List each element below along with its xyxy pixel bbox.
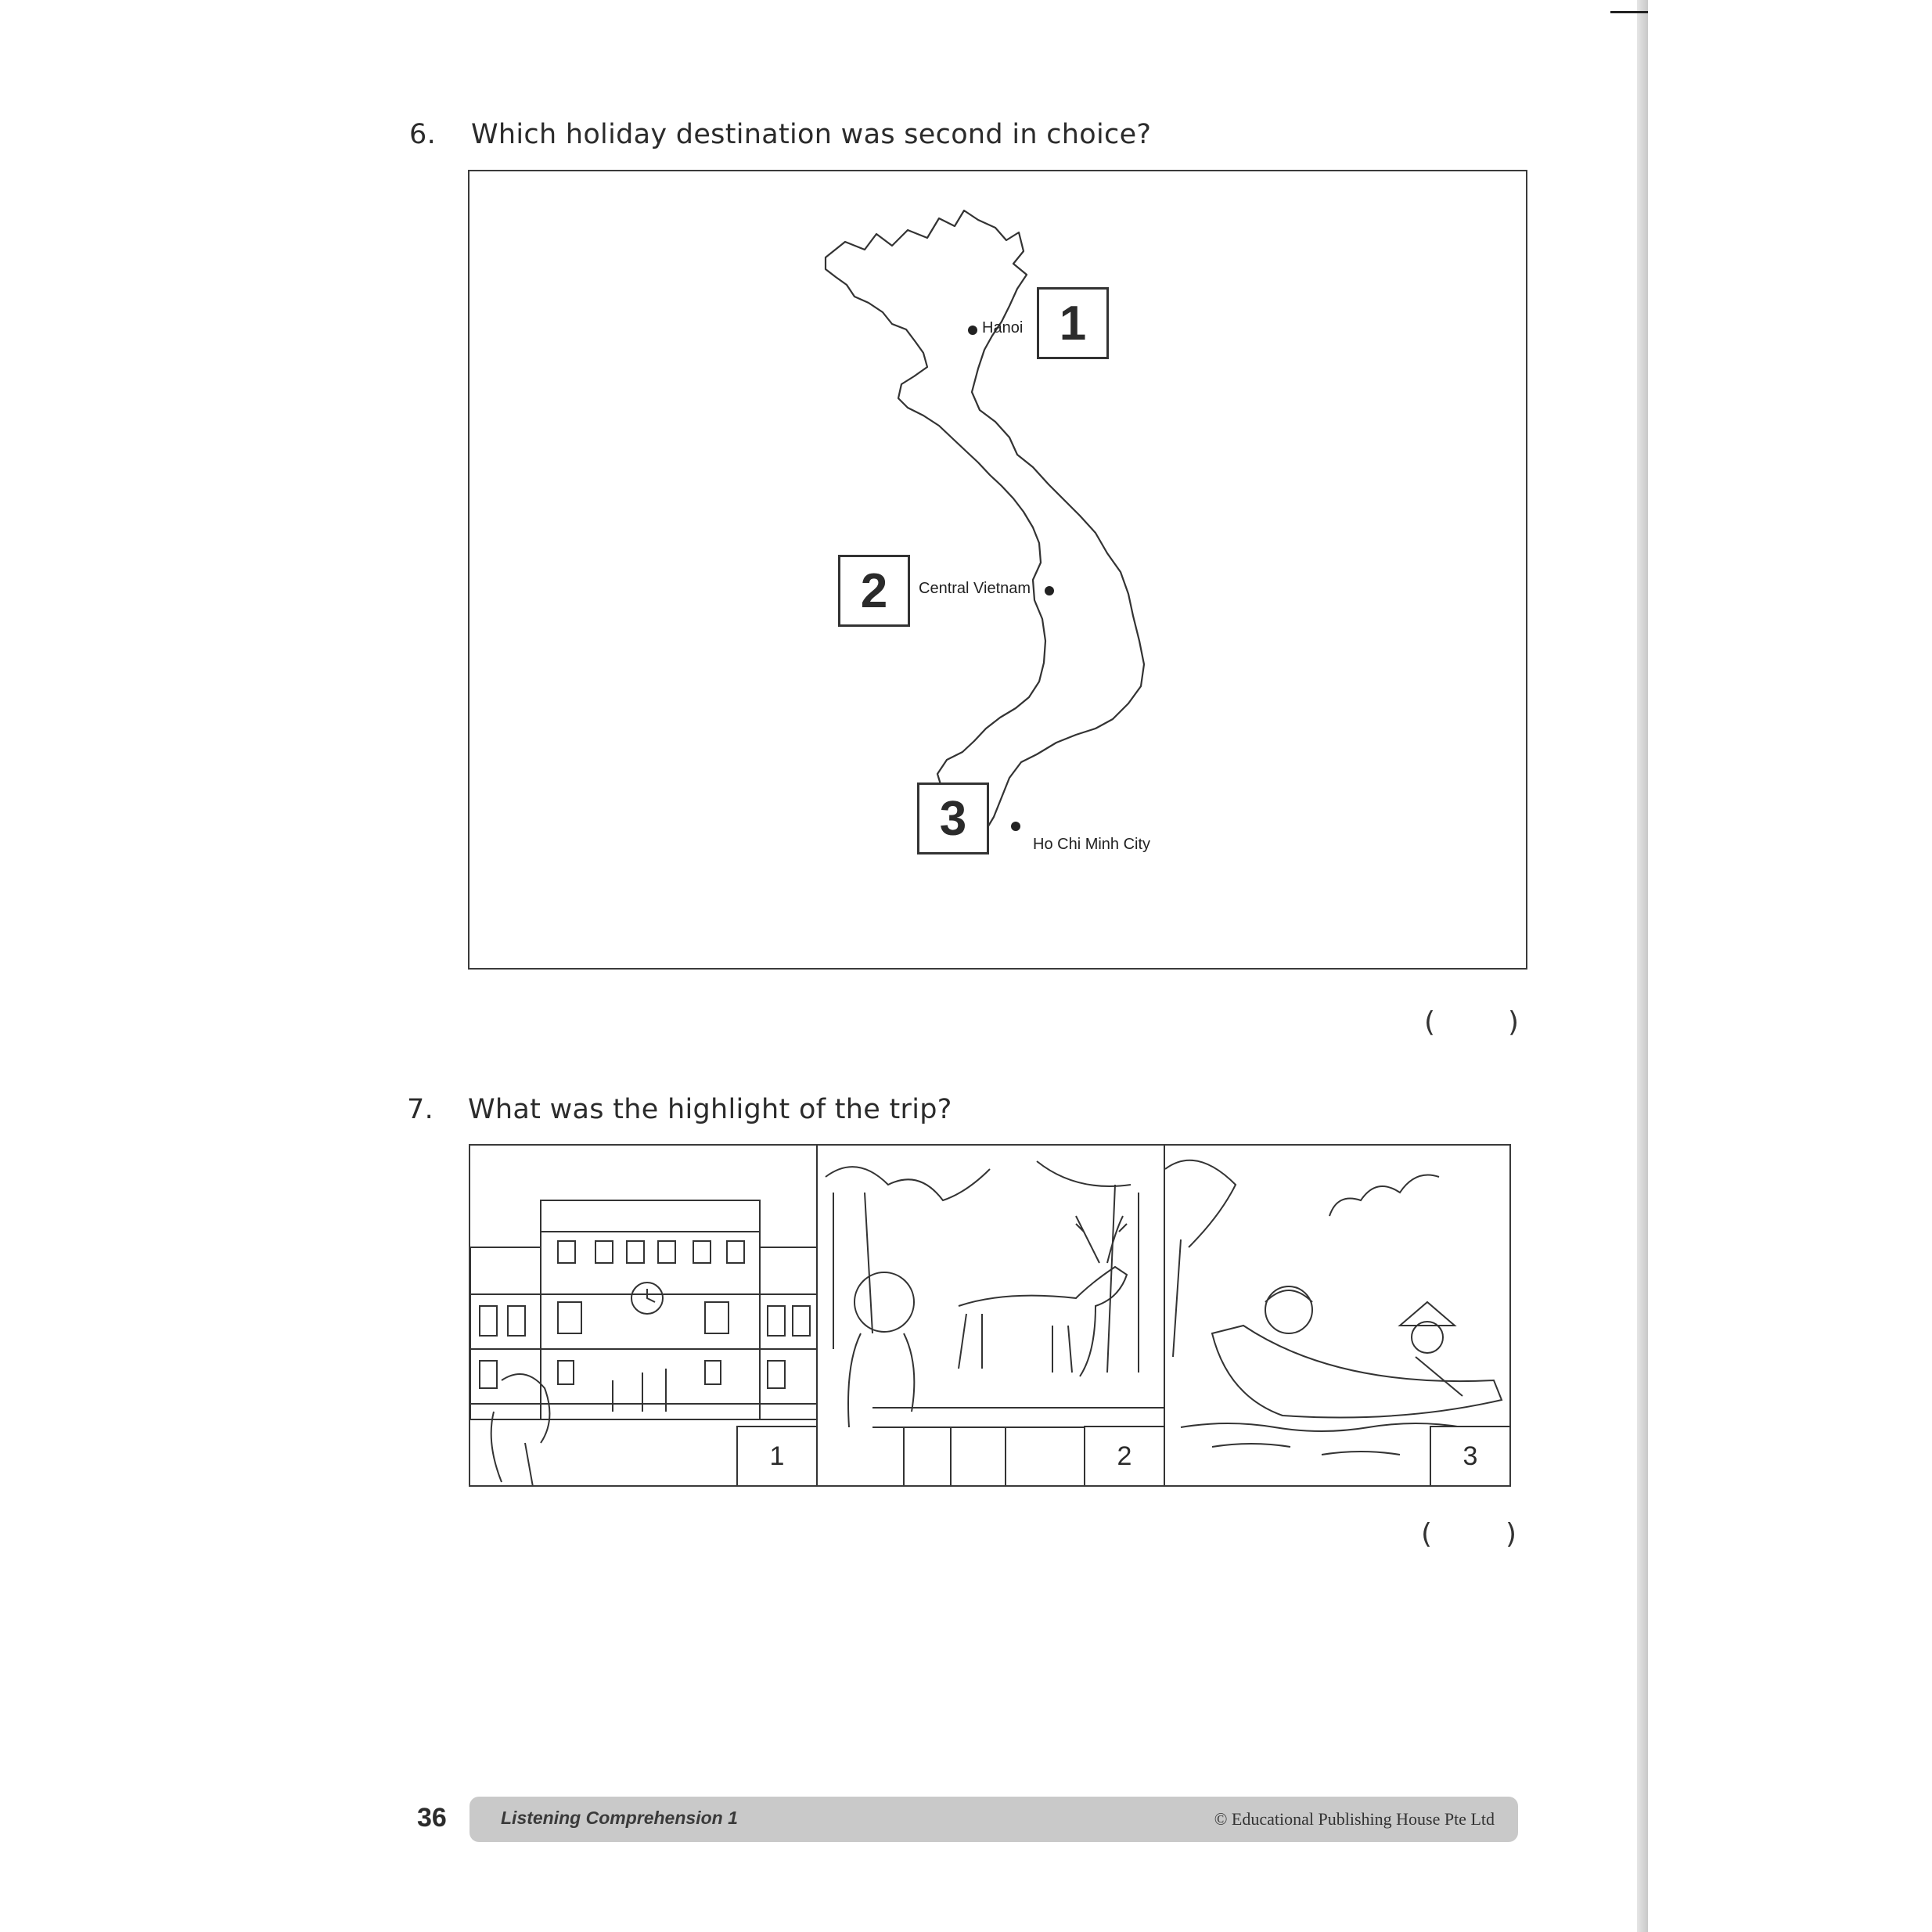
vietnam-map-outline xyxy=(470,171,1526,968)
page-edge-mark xyxy=(1610,11,1648,13)
ho-chi-minh-city-label: Ho Chi Minh City xyxy=(1033,836,1151,853)
question-7-text: What was the highlight of the trip? xyxy=(468,1094,952,1125)
scan-margin xyxy=(1648,0,1932,1932)
panel-2-number: 2 xyxy=(1084,1426,1164,1485)
answer-7-close: ) xyxy=(1506,1518,1517,1550)
footer-copyright: © Educational Publishing House Pte Ltd xyxy=(1214,1809,1495,1829)
page-number: 36 xyxy=(417,1803,447,1833)
panel-1-number: 1 xyxy=(736,1426,816,1485)
answer-7-open: ( xyxy=(1421,1518,1433,1550)
option-1-box: 1 xyxy=(1037,287,1109,359)
question-6-text: Which holiday destination was second in choice? xyxy=(471,119,1152,150)
question-6-number: 6. xyxy=(409,119,436,150)
central-vietnam-dot xyxy=(1045,586,1054,595)
option-2-box: 2 xyxy=(838,555,910,627)
answer-6-close: ) xyxy=(1508,1006,1520,1038)
hanoi-label: Hanoi xyxy=(982,319,1024,336)
footer-bar xyxy=(470,1797,1518,1842)
central-vietnam-label: Central Vietnam xyxy=(919,580,1031,597)
map-frame xyxy=(468,170,1527,970)
scan-page-edge-shadow xyxy=(1637,0,1648,1932)
hanoi-dot xyxy=(968,326,977,335)
picture-strip xyxy=(469,1144,1511,1487)
footer-title: Listening Comprehension 1 xyxy=(501,1808,738,1828)
panel-2-deer xyxy=(818,1146,1165,1485)
option-3-box: 3 xyxy=(917,783,989,854)
question-7-number: 7. xyxy=(407,1094,434,1125)
panel-3-boat xyxy=(1165,1146,1509,1485)
ho-chi-minh-city-dot xyxy=(1011,822,1020,831)
panel-3-number: 3 xyxy=(1430,1426,1509,1485)
panel-1-building xyxy=(470,1146,818,1485)
answer-6-open: ( xyxy=(1424,1006,1436,1038)
